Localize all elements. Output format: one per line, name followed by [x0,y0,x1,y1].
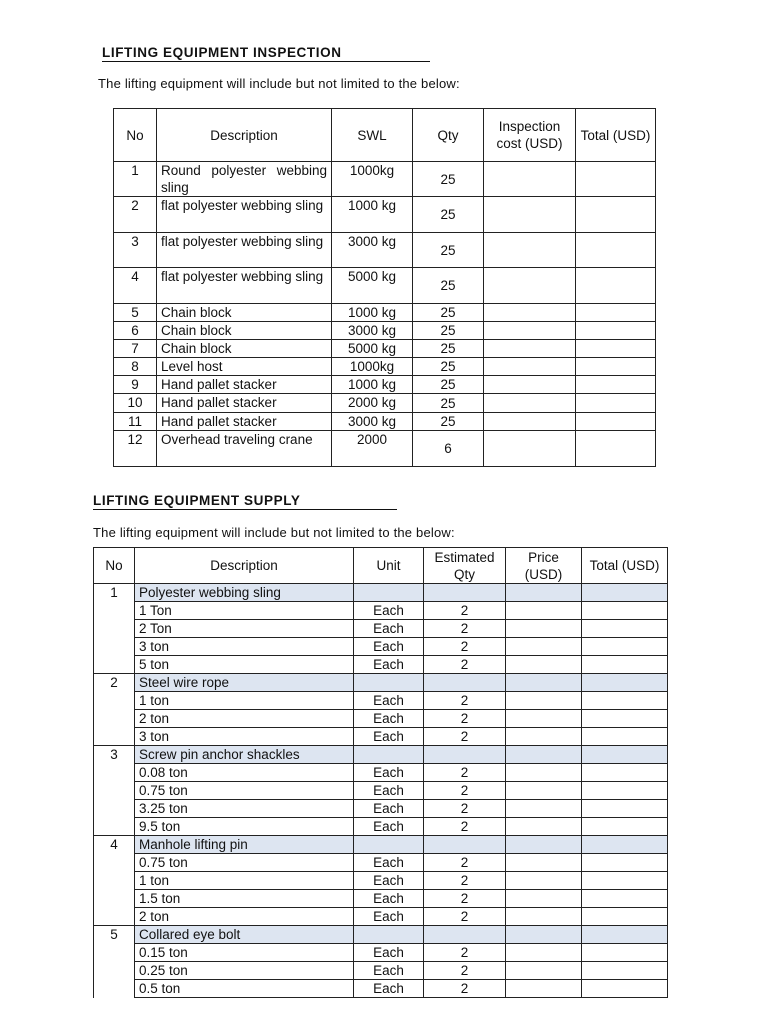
row-qty: 25 [413,358,484,376]
row-description: Chain block [157,304,332,322]
supply-table [93,547,668,998]
row-swl: 3000 kg [332,322,413,340]
group-qty [424,926,506,944]
row-no [94,602,135,620]
row-description: 1 ton [135,692,354,710]
row-total [582,890,668,908]
row-no [94,710,135,728]
col-header-swl: SWL [332,109,413,162]
row-total [582,818,668,836]
category-row [94,746,668,764]
group-unit [354,746,424,764]
row-estimated-qty: 2 [424,800,506,818]
category-row [94,926,668,944]
table-row [114,431,656,467]
col-header-estimated-qty: Estimated Qty [424,548,506,584]
row-swl: 1000 kg [332,376,413,394]
row-total [576,197,656,233]
group-no: 1 [94,584,135,602]
row-estimated-qty: 2 [424,980,506,998]
row-description: 1 ton [135,872,354,890]
row-no: 10 [114,394,157,413]
row-estimated-qty: 2 [424,692,506,710]
row-description: 1 Ton [135,602,354,620]
row-unit: Each [354,854,424,872]
row-no [94,854,135,872]
row-total [576,340,656,358]
row-total [582,710,668,728]
row-no: 11 [114,413,157,431]
row-total [582,908,668,926]
row-description: 3 ton [135,728,354,746]
row-inspection-cost [484,197,576,233]
row-price [506,782,582,800]
row-estimated-qty: 2 [424,710,506,728]
row-description: 2 ton [135,710,354,728]
col-header-inspection-cost: Inspection cost (USD) [484,109,576,162]
row-description: Overhead traveling crane [157,431,332,467]
table-row [114,304,656,322]
row-total [582,638,668,656]
row-no: 1 [114,162,157,197]
row-inspection-cost [484,358,576,376]
row-estimated-qty: 2 [424,656,506,674]
group-price [506,746,582,764]
row-estimated-qty: 2 [424,944,506,962]
row-description: Hand pallet stacker [157,413,332,431]
table-row [114,197,656,233]
category-row [94,674,668,692]
table-row [114,358,656,376]
table-row [114,413,656,431]
table-row [114,268,656,304]
row-estimated-qty: 2 [424,602,506,620]
group-total [582,926,668,944]
row-qty: 25 [413,413,484,431]
row-swl: 1000 kg [332,197,413,233]
table-row [94,890,668,908]
row-description: Level host [157,358,332,376]
col-header-no: No [114,109,157,162]
row-description: 2 Ton [135,620,354,638]
col-header-total: Total (USD) [576,109,656,162]
table-row [114,340,656,358]
row-qty: 25 [413,162,484,197]
row-estimated-qty: 2 [424,908,506,926]
row-total [576,268,656,304]
table-row [94,710,668,728]
row-price [506,620,582,638]
row-total [582,980,668,998]
row-description: 3 ton [135,638,354,656]
row-description: 2 ton [135,908,354,926]
row-no [94,818,135,836]
table-row [94,908,668,926]
group-qty [424,674,506,692]
row-unit: Each [354,728,424,746]
row-swl: 3000 kg [332,413,413,431]
table-row [94,962,668,980]
row-no: 2 [114,197,157,233]
row-no [94,944,135,962]
row-inspection-cost [484,162,576,197]
table-row [114,394,656,413]
row-total [576,322,656,340]
row-price [506,890,582,908]
row-swl: 1000 kg [332,304,413,322]
row-description: Chain block [157,322,332,340]
category-row [94,836,668,854]
row-inspection-cost [484,376,576,394]
row-no [94,620,135,638]
row-inspection-cost [484,413,576,431]
row-price [506,908,582,926]
col-header-price: Price (USD) [506,548,582,584]
row-unit: Each [354,638,424,656]
row-no [94,782,135,800]
row-price [506,872,582,890]
group-total [582,746,668,764]
table-row [94,764,668,782]
row-price [506,656,582,674]
row-estimated-qty: 2 [424,728,506,746]
row-unit: Each [354,764,424,782]
row-inspection-cost [484,233,576,268]
row-estimated-qty: 2 [424,818,506,836]
row-estimated-qty: 2 [424,962,506,980]
table-row [114,322,656,340]
row-price [506,800,582,818]
col-header-qty: Qty [413,109,484,162]
row-description: flat polyester webbing sling [157,268,332,304]
table-row [94,620,668,638]
group-total [582,836,668,854]
row-no: 5 [114,304,157,322]
row-inspection-cost [484,340,576,358]
row-swl: 5000 kg [332,340,413,358]
row-price [506,980,582,998]
row-no [94,962,135,980]
row-qty: 25 [413,322,484,340]
group-title: Collared eye bolt [135,926,354,944]
row-price [506,692,582,710]
row-no: 7 [114,340,157,358]
row-estimated-qty: 2 [424,890,506,908]
row-no: 3 [114,233,157,268]
group-price [506,836,582,854]
row-total [582,692,668,710]
supply-intro: The lifting equipment will include but not limited to the below: [93,525,455,540]
row-qty: 25 [413,233,484,268]
row-inspection-cost [484,322,576,340]
table-row [114,233,656,268]
row-estimated-qty: 2 [424,638,506,656]
group-price [506,674,582,692]
row-no: 9 [114,376,157,394]
row-unit: Each [354,782,424,800]
group-unit [354,836,424,854]
table-row [94,980,668,998]
supply-header-row [94,548,668,584]
row-inspection-cost [484,394,576,413]
row-swl: 3000 kg [332,233,413,268]
group-no: 5 [94,926,135,944]
group-qty [424,746,506,764]
row-qty: 25 [413,197,484,233]
row-inspection-cost [484,304,576,322]
group-title: Steel wire rope [135,674,354,692]
row-unit: Each [354,962,424,980]
row-total [582,620,668,638]
col-header-description: Description [135,548,354,584]
row-qty: 25 [413,304,484,322]
row-description: 0.08 ton [135,764,354,782]
row-unit: Each [354,692,424,710]
row-unit: Each [354,800,424,818]
row-unit: Each [354,908,424,926]
row-description: Hand pallet stacker [157,394,332,413]
col-header-no: No [94,548,135,584]
row-description: Chain block [157,340,332,358]
table-row [94,692,668,710]
row-total [576,233,656,268]
group-qty [424,836,506,854]
table-row [94,872,668,890]
table-row [94,602,668,620]
row-description: Hand pallet stacker [157,376,332,394]
row-no [94,638,135,656]
table-row [94,944,668,962]
row-price [506,962,582,980]
row-description: 1.5 ton [135,890,354,908]
row-total [582,872,668,890]
table-row [94,782,668,800]
row-description: 3.25 ton [135,800,354,818]
row-swl: 2000 kg [332,394,413,413]
group-title: Manhole lifting pin [135,836,354,854]
row-total [576,162,656,197]
row-no [94,692,135,710]
row-no [94,872,135,890]
row-estimated-qty: 2 [424,764,506,782]
group-no: 2 [94,674,135,692]
row-total [582,728,668,746]
group-no: 4 [94,836,135,854]
row-total [576,376,656,394]
row-description: 0.75 ton [135,854,354,872]
row-total [576,304,656,322]
row-no [94,908,135,926]
row-no [94,980,135,998]
group-unit [354,674,424,692]
row-inspection-cost [484,268,576,304]
row-total [582,944,668,962]
row-total [582,800,668,818]
col-header-description: Description [157,109,332,162]
row-qty: 25 [413,376,484,394]
row-description: 0.15 ton [135,944,354,962]
group-title: Polyester webbing sling [135,584,354,602]
row-price [506,728,582,746]
row-price [506,710,582,728]
row-description: 0.75 ton [135,782,354,800]
row-price [506,764,582,782]
row-qty: 25 [413,340,484,358]
row-inspection-cost [484,431,576,467]
inspection-intro: The lifting equipment will include but not limited to the below: [98,76,460,91]
row-unit: Each [354,602,424,620]
row-description: Round polyester webbing sling [157,162,332,197]
row-swl: 1000kg [332,358,413,376]
row-qty: 6 [413,431,484,467]
row-no: 8 [114,358,157,376]
table-row [94,638,668,656]
group-unit [354,584,424,602]
row-total [582,656,668,674]
row-description: 5 ton [135,656,354,674]
group-unit [354,926,424,944]
table-row [114,376,656,394]
group-qty [424,584,506,602]
supply-heading: LIFTING EQUIPMENT SUPPLY [93,493,397,510]
table-row [94,854,668,872]
row-description: 0.5 ton [135,980,354,998]
group-no: 3 [94,746,135,764]
row-unit: Each [354,656,424,674]
row-unit: Each [354,944,424,962]
table-row [94,728,668,746]
row-unit: Each [354,818,424,836]
group-price [506,584,582,602]
inspection-header-row [114,109,656,162]
row-no: 12 [114,431,157,467]
row-no: 4 [114,268,157,304]
row-price [506,602,582,620]
row-qty: 25 [413,268,484,304]
row-total [582,764,668,782]
row-estimated-qty: 2 [424,782,506,800]
row-total [582,962,668,980]
group-title: Screw pin anchor shackles [135,746,354,764]
row-price [506,818,582,836]
row-no [94,764,135,782]
row-estimated-qty: 2 [424,620,506,638]
row-total [576,394,656,413]
row-no [94,890,135,908]
table-row [94,800,668,818]
row-estimated-qty: 2 [424,854,506,872]
row-description: flat polyester webbing sling [157,233,332,268]
col-header-total: Total (USD) [582,548,668,584]
row-unit: Each [354,890,424,908]
row-total [582,602,668,620]
group-total [582,674,668,692]
inspection-heading: LIFTING EQUIPMENT INSPECTION [102,45,430,62]
row-description: 9.5 ton [135,818,354,836]
table-row [94,656,668,674]
row-price [506,638,582,656]
group-price [506,926,582,944]
row-no [94,656,135,674]
row-swl: 5000 kg [332,268,413,304]
table-row [94,818,668,836]
row-total [576,358,656,376]
row-total [582,782,668,800]
row-unit: Each [354,620,424,638]
row-description: flat polyester webbing sling [157,197,332,233]
row-unit: Each [354,710,424,728]
row-estimated-qty: 2 [424,872,506,890]
row-no [94,728,135,746]
row-unit: Each [354,980,424,998]
inspection-table [113,108,656,467]
row-total [576,413,656,431]
row-qty: 25 [413,394,484,413]
table-row [114,162,656,197]
row-unit: Each [354,872,424,890]
row-total [576,431,656,467]
row-total [582,854,668,872]
row-no [94,800,135,818]
row-price [506,854,582,872]
group-total [582,584,668,602]
row-no: 6 [114,322,157,340]
row-description: 0.25 ton [135,962,354,980]
category-row [94,584,668,602]
row-price [506,944,582,962]
col-header-unit: Unit [354,548,424,584]
row-swl: 2000 [332,431,413,467]
row-swl: 1000kg [332,162,413,197]
